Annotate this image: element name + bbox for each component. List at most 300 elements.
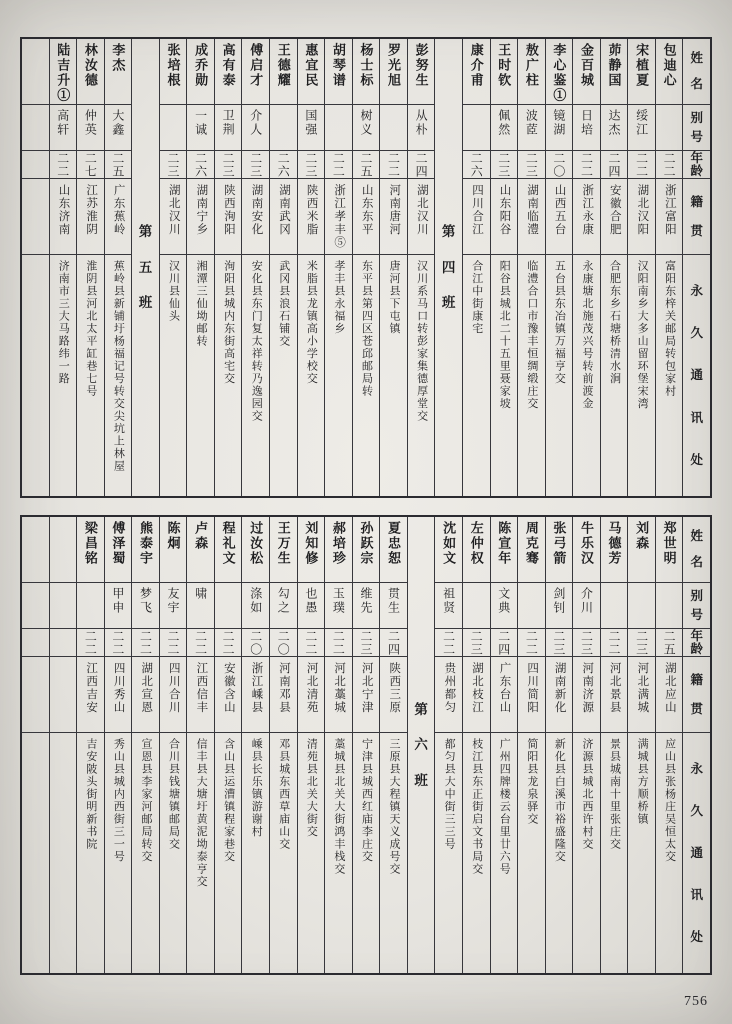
person-age-cell	[160, 629, 187, 657]
person-alias-cell	[656, 583, 683, 629]
person-address: 永康塘北施茂兴号转前渡金	[580, 260, 593, 410]
person-native-cell	[105, 657, 132, 733]
person-age-cell	[463, 629, 490, 657]
person-age: 二二	[662, 151, 677, 178]
person-alias: 树义	[358, 109, 373, 137]
person-column	[325, 39, 353, 496]
person-address-cell	[77, 255, 104, 496]
empty-cell	[22, 629, 49, 657]
person-alias: 介川	[579, 587, 594, 615]
person-name: 康介甫	[468, 43, 484, 88]
person-age: 二三	[496, 151, 511, 178]
person-age-cell	[601, 629, 628, 657]
person-alias-cell	[353, 105, 380, 151]
person-age: 二三	[469, 629, 484, 656]
person-age: 二二	[524, 629, 539, 656]
person-address: 湘潭三仙坳邮转	[195, 260, 208, 348]
person-alias: 绥江	[634, 109, 649, 137]
person-name-cell	[105, 39, 132, 105]
person-name: 夏忠恕	[386, 521, 402, 566]
person-name: 罗光旭	[386, 43, 402, 88]
person-alias-cell	[491, 583, 518, 629]
person-age: 二二	[166, 629, 181, 656]
person-alias-cell	[160, 105, 187, 151]
person-alias: 仲英	[83, 109, 98, 137]
person-native-place: 湖北汉阳	[636, 184, 649, 236]
person-address: 合肥东乡石塘桥清水涧	[608, 260, 621, 385]
person-column	[628, 39, 656, 496]
header-label-address	[683, 255, 710, 496]
person-alias-cell	[656, 105, 683, 151]
person-alias-cell	[298, 583, 325, 629]
vertical-char: 别	[690, 110, 703, 125]
person-name: 茆静国	[606, 43, 622, 88]
person-native-place: 河北藁城	[333, 662, 346, 714]
person-address-cell	[298, 255, 325, 496]
person-name: 牛乐汉	[578, 521, 594, 566]
person-address: 吉安陂头街明新书院	[84, 738, 97, 851]
person-native-cell	[491, 179, 518, 255]
person-address: 邓县城东西草庙山交	[277, 738, 290, 851]
vertical-char: 籍	[690, 672, 703, 687]
person-address: 武冈县浪石铺交	[277, 260, 290, 348]
person-address: 安化县东门复太祥转乃逸园交	[250, 260, 263, 423]
person-name-cell	[518, 517, 545, 583]
person-age-cell	[518, 151, 545, 179]
person-alias-cell	[242, 105, 269, 151]
person-name: 王时钦	[496, 43, 512, 88]
person-alias-cell	[491, 105, 518, 151]
person-name: 林汝德	[82, 43, 98, 88]
person-alias-cell	[463, 583, 490, 629]
header-label-age	[683, 629, 710, 657]
person-native-place: 江西信丰	[195, 662, 208, 714]
person-alias-cell	[601, 105, 628, 151]
roster-table-upper	[20, 37, 712, 498]
person-age-cell	[573, 151, 600, 179]
person-native-place: 浙江永康	[581, 184, 594, 236]
vertical-char: 班	[138, 295, 153, 311]
person-name-cell	[463, 517, 490, 583]
person-native-cell	[601, 179, 628, 255]
person-name-cell	[77, 39, 104, 105]
person-age: 二二	[303, 629, 318, 656]
class-label-text	[132, 39, 159, 496]
person-native-cell	[601, 657, 628, 733]
person-name: 刘知修	[303, 521, 319, 566]
person-column	[270, 39, 298, 496]
person-column	[215, 39, 243, 496]
person-name: 周克骞	[523, 521, 539, 566]
person-alias-cell	[105, 105, 132, 151]
vertical-char: 久	[690, 803, 703, 818]
person-alias-cell	[270, 583, 297, 629]
person-alias-cell	[546, 105, 573, 151]
person-alias: 从朴	[414, 109, 429, 137]
person-age-cell	[656, 629, 683, 657]
person-age: 二七	[83, 151, 98, 178]
vertical-char: 六	[414, 737, 428, 753]
person-age: 二三	[551, 629, 566, 656]
person-column	[242, 517, 270, 973]
person-address-cell	[435, 733, 462, 973]
person-native-cell	[573, 657, 600, 733]
person-column	[546, 517, 574, 973]
person-column	[187, 517, 215, 973]
person-name: 傅泽蜀	[110, 521, 126, 566]
person-alias: 国强	[303, 109, 318, 137]
person-alias: 卫荆	[221, 109, 236, 137]
empty-column	[50, 517, 78, 973]
person-native-place: 浙江孝丰⑤	[333, 184, 346, 249]
person-age: 二四	[607, 151, 622, 178]
person-native-place: 河南邓县	[278, 662, 291, 714]
person-alias-cell	[77, 105, 104, 151]
person-name: 金百城	[578, 43, 594, 88]
person-alias: 达杰	[607, 109, 622, 137]
person-address: 汉川县仙头	[167, 260, 180, 323]
person-alias: 梦飞	[138, 587, 153, 615]
person-address: 东平县第四区苍邱邮局转	[360, 260, 373, 398]
person-name: 彭努生	[413, 43, 429, 88]
person-native-cell	[215, 657, 242, 733]
person-age: 二二	[138, 629, 153, 656]
person-address: 应山县张杨庄吴恒太交	[663, 738, 676, 863]
person-alias-cell	[50, 105, 77, 151]
person-address-cell	[325, 733, 352, 973]
person-native-place: 安徽合肥	[608, 184, 621, 236]
vertical-char: 号	[690, 129, 703, 144]
empty-cell	[22, 151, 49, 179]
person-address-cell	[132, 733, 159, 973]
header-column	[683, 39, 710, 496]
person-address-cell	[601, 733, 628, 973]
person-name: 沈如文	[441, 521, 457, 566]
person-alias-cell	[408, 105, 435, 151]
person-age-cell	[380, 151, 407, 179]
person-alias-cell	[187, 105, 214, 151]
person-native-cell	[435, 657, 462, 733]
person-age: 二二	[441, 629, 456, 656]
person-alias-cell	[215, 105, 242, 151]
person-column	[77, 517, 105, 973]
empty-column	[22, 39, 50, 496]
person-age: 二二	[331, 629, 346, 656]
person-address-cell	[77, 733, 104, 973]
person-age: 二五	[358, 151, 373, 178]
person-native-cell	[546, 657, 573, 733]
vertical-char: 五	[138, 259, 153, 275]
person-alias-cell	[435, 583, 462, 629]
person-age-cell	[215, 151, 242, 179]
empty-column	[22, 517, 50, 973]
person-name: 高有泰	[220, 43, 236, 88]
person-address-cell	[546, 733, 573, 973]
person-age-cell	[270, 151, 297, 179]
person-age: 二二	[331, 151, 346, 178]
header-label-address	[683, 733, 710, 973]
person-name: 包迪心	[661, 43, 677, 88]
person-name: 郑世明	[661, 521, 677, 566]
person-alias: 啸	[193, 587, 208, 601]
person-age: 二三	[579, 629, 594, 656]
class-section-label	[132, 39, 160, 496]
person-native-cell	[325, 657, 352, 733]
person-native-place: 河北宁津	[360, 662, 373, 714]
person-address-cell	[353, 733, 380, 973]
person-native-place: 四川秀山	[112, 662, 125, 714]
person-name-cell	[435, 517, 462, 583]
empty-cell	[22, 105, 49, 151]
person-age-cell	[601, 151, 628, 179]
person-age: 二〇	[276, 629, 291, 656]
person-alias: 文典	[496, 587, 511, 615]
person-age: 二三	[248, 151, 263, 178]
person-age: 二二	[386, 151, 401, 178]
person-alias-cell	[105, 583, 132, 629]
person-name: 梁昌铭	[82, 521, 98, 566]
person-column	[160, 517, 188, 973]
person-name-cell	[160, 39, 187, 105]
vertical-char: 通	[690, 845, 703, 860]
person-address: 富阳东梓关邮局转包家村	[663, 260, 676, 398]
person-native-cell	[160, 179, 187, 255]
person-address-cell	[160, 255, 187, 496]
person-native-place: 湖北宣恩	[140, 662, 153, 714]
person-address: 唐河县下屯镇	[388, 260, 401, 335]
person-native-cell	[242, 657, 269, 733]
person-address: 阳谷县城北二十五里聂家坡	[498, 260, 511, 410]
person-native-place: 山东济南	[57, 184, 70, 236]
vertical-char: 姓	[690, 529, 703, 544]
person-address-cell	[628, 255, 655, 496]
page-number: 756	[684, 994, 708, 1009]
person-name-cell	[132, 517, 159, 583]
person-name: 刘森	[634, 521, 650, 551]
person-name-cell	[573, 517, 600, 583]
person-native-cell	[380, 179, 407, 255]
empty-cell	[50, 657, 77, 733]
person-name-cell	[353, 39, 380, 105]
empty-cell	[22, 517, 49, 583]
person-native-cell	[463, 179, 490, 255]
person-address-cell	[380, 255, 407, 496]
person-age-cell	[105, 629, 132, 657]
person-alias: 介人	[248, 109, 263, 137]
person-alias-cell	[546, 583, 573, 629]
person-column	[518, 39, 546, 496]
person-address: 藁城县北关大街鸿丰栈交	[332, 738, 345, 876]
person-native-cell	[353, 179, 380, 255]
person-alias: 一诚	[193, 109, 208, 137]
person-name-cell	[601, 39, 628, 105]
empty-cell	[50, 629, 77, 657]
person-name-cell	[105, 517, 132, 583]
person-native-place: 河南唐河	[388, 184, 401, 236]
person-address-cell	[380, 733, 407, 973]
person-column	[435, 517, 463, 973]
person-alias-cell	[215, 583, 242, 629]
person-name: 陈炯	[165, 521, 181, 551]
person-native-cell	[656, 657, 683, 733]
person-name: 敖广柱	[523, 43, 539, 88]
vertical-char: 通	[690, 368, 703, 383]
person-native-cell	[491, 657, 518, 733]
empty-cell	[22, 657, 49, 733]
person-column	[77, 39, 105, 496]
person-alias-cell	[353, 583, 380, 629]
person-age-cell	[325, 629, 352, 657]
person-age-cell	[187, 151, 214, 179]
person-native-place: 湖南武冈	[278, 184, 291, 236]
person-native-cell	[215, 179, 242, 255]
person-native-cell	[380, 657, 407, 733]
person-name: 张培根	[165, 43, 181, 88]
person-column	[546, 39, 574, 496]
person-name-cell	[491, 517, 518, 583]
person-address-cell	[187, 255, 214, 496]
person-name-cell	[325, 517, 352, 583]
vertical-char: 处	[690, 452, 703, 467]
person-address-cell	[105, 255, 132, 496]
person-name: 李杰	[110, 43, 126, 73]
person-age: 二四	[386, 629, 401, 656]
vertical-char: 班	[414, 772, 428, 788]
person-native-place: 河北景县	[608, 662, 621, 714]
person-column	[353, 39, 381, 496]
person-column	[656, 517, 684, 973]
person-address: 临澧合口市豫丰恒绸缎庄交	[525, 260, 538, 410]
person-name-cell	[298, 39, 325, 105]
person-age-cell	[298, 151, 325, 179]
person-address: 孝丰县永福乡	[332, 260, 345, 335]
person-alias: 佩然	[496, 109, 511, 137]
person-name: 郝培珍	[330, 521, 346, 566]
person-name: 陈宣年	[496, 521, 512, 566]
vertical-char: 名	[690, 77, 703, 92]
person-age: 二二	[579, 151, 594, 178]
person-age: 二三	[166, 151, 181, 178]
person-address-cell	[215, 255, 242, 496]
person-alias: 祖贤	[441, 587, 456, 615]
person-name: 胡琴谱	[330, 43, 346, 88]
person-address-cell	[50, 255, 77, 496]
header-label-native	[683, 657, 710, 733]
person-name-cell	[518, 39, 545, 105]
person-native-place: 河南济源	[581, 662, 594, 714]
person-native-place: 江苏淮阴	[85, 184, 98, 236]
person-age-cell	[628, 629, 655, 657]
person-address: 宣恩县李家河邮局转交	[139, 738, 152, 863]
person-address-cell	[408, 255, 435, 496]
person-address-cell	[160, 733, 187, 973]
person-alias-cell	[380, 583, 407, 629]
empty-cell	[22, 179, 49, 255]
person-column	[325, 517, 353, 973]
person-column	[463, 517, 491, 973]
person-address: 秀山县城内西街三一号	[112, 738, 125, 863]
person-name-cell	[463, 39, 490, 105]
person-name: 王德耀	[275, 43, 291, 88]
person-age: 二二	[193, 629, 208, 656]
person-column	[408, 39, 436, 496]
person-age-cell	[546, 151, 573, 179]
person-age: 二三	[524, 151, 539, 178]
person-native-place: 湖北枝江	[470, 662, 483, 714]
person-native-cell	[187, 657, 214, 733]
person-alias-cell	[573, 105, 600, 151]
person-address: 合江中街康宅	[470, 260, 483, 335]
header-label-native	[683, 179, 710, 255]
person-alias-cell	[573, 583, 600, 629]
person-alias-cell	[298, 105, 325, 151]
person-column	[215, 517, 243, 973]
person-address-cell	[573, 733, 600, 973]
person-address-cell	[325, 255, 352, 496]
vertical-char: 年	[690, 629, 703, 643]
person-alias: 友宇	[166, 587, 181, 615]
person-age-cell	[50, 151, 77, 179]
person-native-cell	[132, 657, 159, 733]
person-age-cell	[491, 629, 518, 657]
class-label-text	[435, 39, 462, 496]
person-address: 洵阳县城内东街高宅交	[222, 260, 235, 385]
class-label-text	[408, 517, 435, 973]
header-column	[683, 517, 710, 973]
person-age: 二六	[193, 151, 208, 178]
person-age: 二二	[607, 629, 622, 656]
person-native-place: 广东台山	[498, 662, 511, 714]
person-alias: 镜湖	[551, 109, 566, 137]
person-address-cell	[491, 733, 518, 973]
person-address: 简阳县龙泉驿交	[525, 738, 538, 826]
person-native-cell	[546, 179, 573, 255]
person-native-place: 四川合川	[167, 662, 180, 714]
vertical-char: 年	[690, 151, 703, 165]
person-address-cell	[546, 255, 573, 496]
person-name-cell	[628, 39, 655, 105]
person-native-place: 浙江富阳	[663, 184, 676, 236]
person-column	[628, 517, 656, 973]
person-address: 三原县大程镇天义成号交	[388, 738, 401, 876]
person-age-cell	[380, 629, 407, 657]
person-age-cell	[77, 629, 104, 657]
vertical-char: 讯	[690, 410, 703, 425]
vertical-char: 讯	[690, 887, 703, 902]
person-native-place: 广东蕉岭	[112, 184, 125, 236]
person-alias: 涤如	[248, 587, 263, 615]
person-alias-cell	[187, 583, 214, 629]
person-address-cell	[463, 255, 490, 496]
person-alias-cell	[132, 583, 159, 629]
person-native-cell	[628, 657, 655, 733]
person-address: 景县城南十里张庄交	[608, 738, 621, 851]
person-name-cell	[160, 517, 187, 583]
person-name-cell	[215, 517, 242, 583]
person-alias-cell	[601, 583, 628, 629]
person-column	[105, 39, 133, 496]
person-column	[132, 517, 160, 973]
class-section-label	[408, 517, 436, 973]
person-native-place: 山西五台	[553, 184, 566, 236]
person-name-cell	[353, 517, 380, 583]
person-alias: 贯生	[386, 587, 401, 615]
person-address: 济南市三大马路纬一路	[57, 260, 70, 385]
person-native-place: 湖北应山	[663, 662, 676, 714]
person-age: 二四	[496, 629, 511, 656]
person-age-cell	[298, 629, 325, 657]
empty-cell	[22, 733, 49, 973]
